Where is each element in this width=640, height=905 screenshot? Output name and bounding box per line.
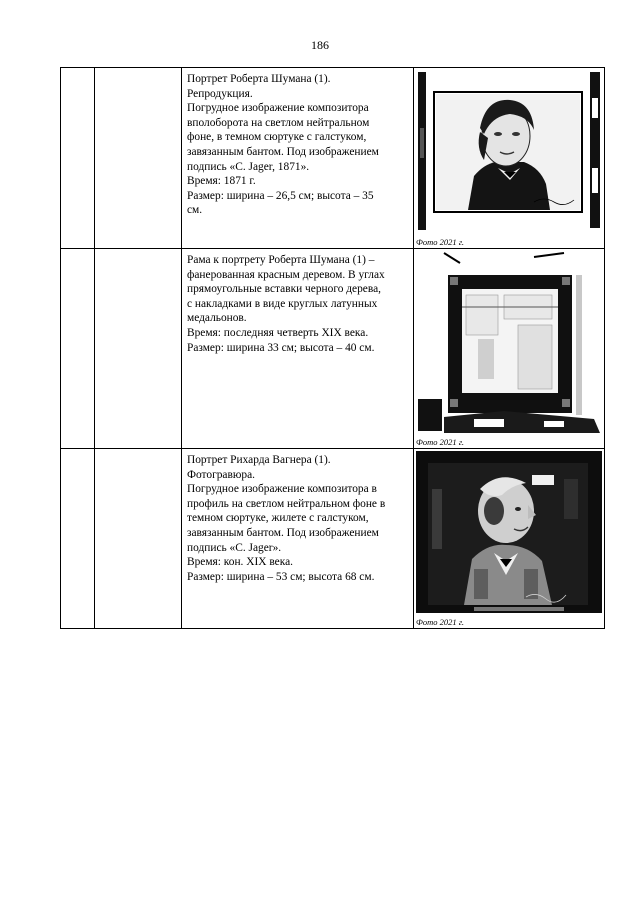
inventory-cell [95,249,182,449]
description-line: профиль на светлом нейтральном фоне в [187,497,386,510]
description-line: Время: кон. XIX века. [187,556,293,569]
description-line: Время: 1871 г. [187,175,256,188]
portrait-schumann-photo [414,68,604,236]
photo-caption: Фото 2021 г. [416,437,465,447]
description-cell [182,249,414,449]
photo-caption: Фото 2021 г. [416,617,465,627]
table-row [61,68,605,249]
inventory-cell [95,68,182,249]
description-line: подпись «C. Jager, 1871». [187,160,310,173]
description-line: Рама к портрету Роберта Шумана (1) – [187,254,375,266]
description-line: Время: последняя четверть XIX века. [187,326,369,339]
description-cell [182,68,414,249]
description-line: медальонов. [187,312,247,325]
number-cell [61,249,95,449]
description-line: см. [187,204,203,217]
description-line: фанерованная красным деревом. В углах [187,268,385,281]
description-line: Размер: ширина 33 см; высота – 40 см. [187,341,375,354]
description-line: темном сюртуке, жилете с галстуком, [187,512,369,525]
description-line: Портрет Роберта Шумана (1). [187,73,331,85]
page-number: 186 [311,38,329,52]
description-line: прямоугольные вставки черного дерева, [187,283,381,296]
description-line: Размер: ширина – 26,5 см; высота – 35 [187,189,374,202]
photo-cell [414,68,605,249]
description-line: завязанным бантом. Под изображением [187,526,379,539]
description-line: Фотогравюра. [187,468,255,481]
description-line: подпись «C. Jager». [187,541,282,554]
description-line: Погрудное изображение композитора в [187,483,377,496]
number-cell [61,449,95,629]
frame-photo [414,249,604,435]
description-line: вполоборота на светлом нейтральном [187,116,370,129]
description-cell [182,449,414,629]
description-line: Репродукция. [187,87,253,100]
photo-caption: Фото 2021 г. [416,237,465,247]
photo-cell [414,449,605,629]
description-line: с накладками в виде круглых латунных [187,297,378,310]
number-cell [61,68,95,249]
table-row [61,449,605,629]
description-line: фоне, в темном сюртуке с галстуком, [187,131,367,144]
portrait-wagner-photo [414,449,604,615]
description-line: Погрудное изображение композитора [187,102,369,115]
description-line: завязанным бантом. Под изображением [187,145,379,158]
inventory-cell [95,449,182,629]
table-row [61,249,605,449]
description-line: Портрет Рихарда Вагнера (1). [187,454,331,466]
photo-cell [414,249,605,449]
description-line: Размер: ширина – 53 см; высота 68 см. [187,570,375,583]
catalog-table [60,67,605,629]
